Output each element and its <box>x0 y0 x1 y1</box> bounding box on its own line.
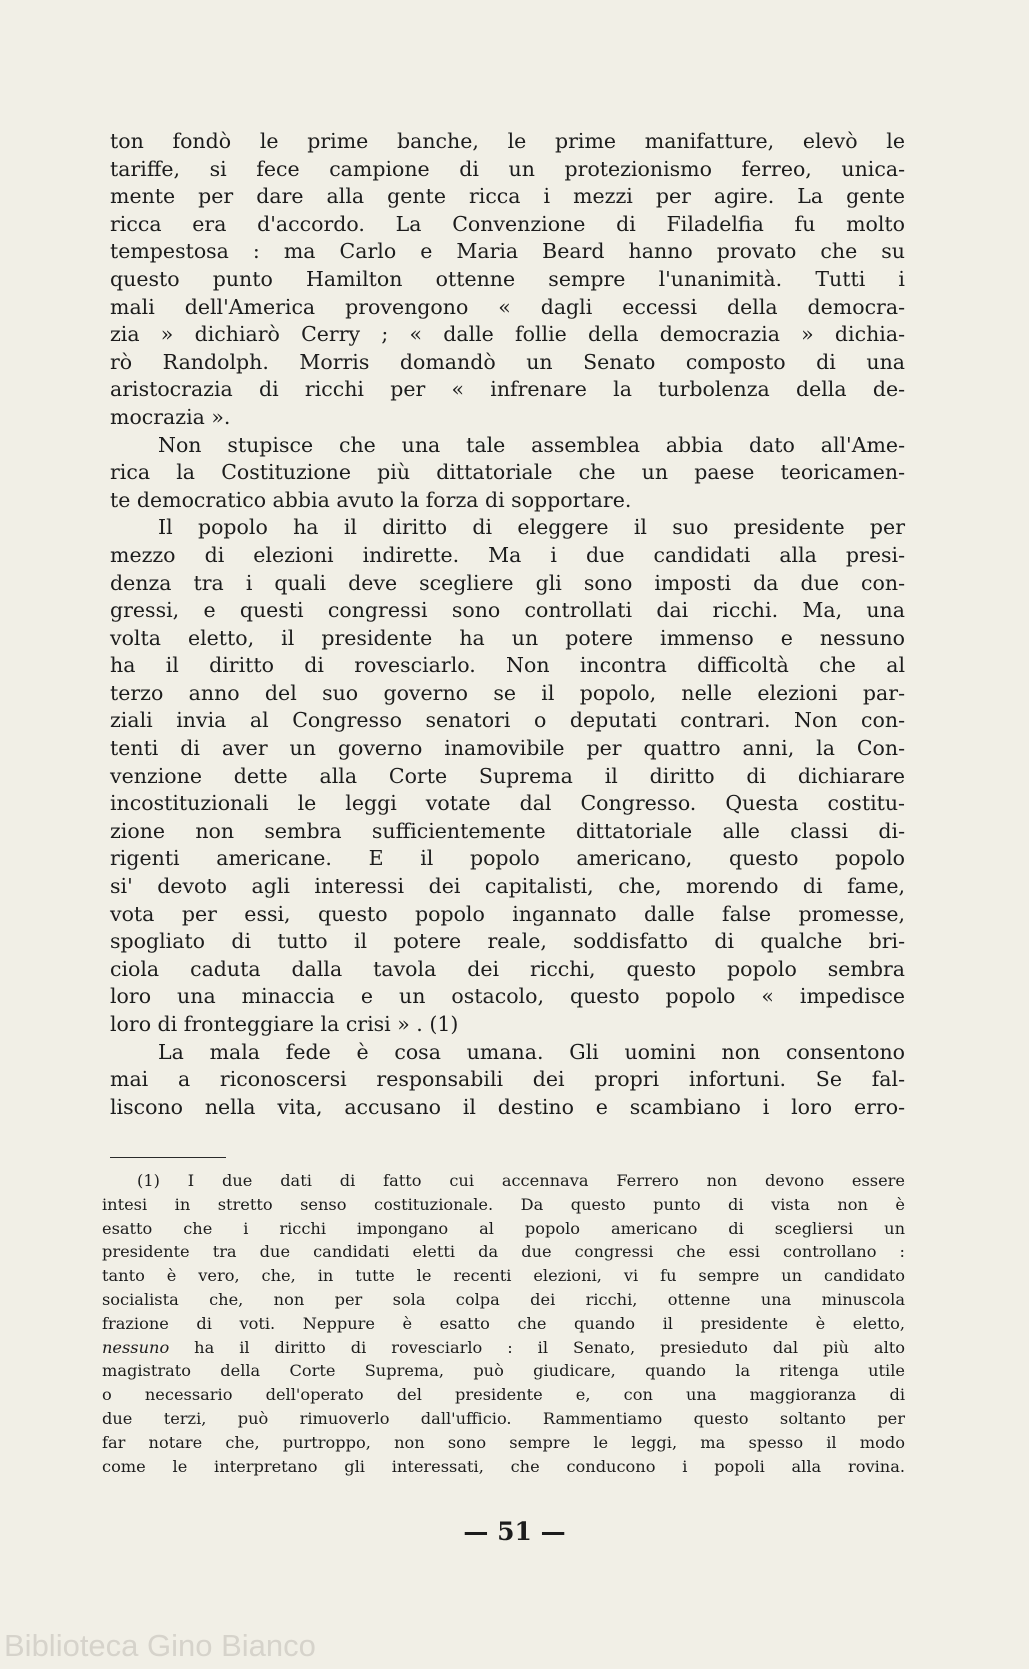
footnote-line: come le interpretano gli interessati, che conducono i popoli alla rovina. <box>102 1456 905 1476</box>
body-line: gressi, e questi congressi sono controllati dai ricchi. Ma, una <box>110 598 905 623</box>
body-line: tenti di aver un governo inamovibile per quattro anni, la Con- <box>110 736 905 761</box>
body-line: ricca era d'accordo. La Convenzione di Filadelfia fu molto <box>110 211 905 236</box>
body-line-indented: Il popolo ha il diritto di eleggere il suo presidente per <box>158 515 905 540</box>
footnote-line: socialista che, non per sola colpa dei ricchi, ottenne una minuscola <box>102 1289 905 1309</box>
body-line: spogliato di tutto il potere reale, soddisfatto di qualche bri- <box>110 929 905 954</box>
body-line: questo punto Hamilton ottenne sempre l'unanimità. Tutti i <box>110 266 905 291</box>
body-text <box>110 128 905 1121</box>
body-line-indented: La mala fede è cosa umana. Gli uomini non consentono <box>158 1039 905 1064</box>
body-line: mai a riconoscersi responsabili dei propri infortuni. Se fal- <box>110 1067 905 1092</box>
body-line: ziali invia al Congresso senatori o deputati contrari. Non con- <box>110 708 905 733</box>
body-line: tempestosa : ma Carlo e Maria Beard hanno provato che su <box>110 239 905 264</box>
body-line: incostituzionali le leggi votate dal Congresso. Questa costitu- <box>110 791 905 816</box>
body-line: loro una minaccia e un ostacolo, questo popolo « impedisce <box>110 984 905 1009</box>
body-line: mezzo di elezioni indirette. Ma i due candidati alla presi- <box>110 542 905 567</box>
body-line: ton fondò le prime banche, le prime manifatture, elevò le <box>110 129 905 153</box>
body-line: ciola caduta dalla tavola dei ricchi, questo popolo sembra <box>110 956 905 981</box>
body-line: rò Randolph. Morris domandò un Senato composto di una <box>110 349 905 374</box>
body-line: aristocrazia di ricchi per « infrenare la turbolenza della de- <box>110 377 905 402</box>
body-line: mocrazia ». <box>110 404 231 429</box>
footnote-line: o necessario dell'operato del presidente e, con una maggioranza di <box>102 1385 905 1405</box>
body-line: ha il diritto di rovesciarlo. Non incontra difficoltà che al <box>110 653 905 678</box>
footnote-line: nessuno ha il diritto di rovesciarlo : il Senato, presieduto dal più alto <box>102 1337 905 1357</box>
body-line: volta eletto, il presidente ha un potere immenso e nessuno <box>110 625 905 650</box>
body-line: rica la Costituzione più dittatoriale che un paese teoricamen- <box>110 460 905 485</box>
body-line: terzo anno del suo governo se il popolo, nelle elezioni par- <box>110 680 905 705</box>
footnote-line: far notare che, purtroppo, non sono sempre le leggi, ma spesso il modo <box>102 1432 905 1452</box>
body-line: rigenti americane. E il popolo americano, questo popolo <box>110 846 905 871</box>
body-line: tariffe, si fece campione di un protezionismo ferreo, unica- <box>110 156 905 181</box>
body-line: denza tra i quali deve scegliere gli sono imposti da due con- <box>110 570 905 595</box>
body-line: mente per dare alla gente ricca i mezzi per agire. La gente <box>110 184 905 209</box>
footnote-line: tanto è vero, che, in tutte le recenti elezioni, vi fu sempre un candidato <box>102 1266 905 1286</box>
body-line: te democratico abbia avuto la forza di sopportare. <box>110 487 632 512</box>
footnotes <box>102 1169 905 1478</box>
page-number: — 51 — <box>463 1517 566 1546</box>
body-line: venzione dette alla Corte Suprema il diritto di dichiarare <box>110 763 905 788</box>
body-line: loro di fronteggiare la crisi » . (1) <box>110 1012 459 1036</box>
body-line: zione non sembra sufficientemente dittatoriale alle classi di- <box>110 818 905 843</box>
body-line: liscono nella vita, accusano il destino e scambiano i loro erro- <box>110 1094 905 1119</box>
footnote-line: (1) I due dati di fatto cui accennava Ferrero non devono essere <box>137 1171 905 1190</box>
footnote-line: presidente tra due candidati eletti da due congressi che essi controllano : <box>102 1242 905 1262</box>
footnote-divider <box>110 1157 226 1158</box>
library-watermark: Biblioteca Gino Bianco <box>4 1628 316 1663</box>
footnote-line: intesi in stretto senso costituzionale. Da questo punto di vista non è <box>102 1194 905 1214</box>
body-line-indented: Non stupisce che una tale assemblea abbia dato all'Ame- <box>158 432 905 457</box>
footnote-line: frazione di voti. Neppure è esatto che quando il presidente è eletto, <box>102 1313 905 1333</box>
body-line: mali dell'America provengono « dagli eccessi della democra- <box>110 294 905 319</box>
body-line: zia » dichiarò Cerry ; « dalle follie della democrazia » dichia- <box>110 322 905 347</box>
footnote-line: due terzi, può rimuoverlo dall'ufficio. Rammentiamo questo soltanto per <box>102 1408 905 1428</box>
footnote-line: esatto che i ricchi impongano al popolo americano di scegliersi un <box>102 1218 905 1238</box>
body-line: si' devoto agli interessi dei capitalisti, che, morendo di fame, <box>110 874 905 899</box>
body-line: vota per essi, questo popolo ingannato dalle false promesse, <box>110 901 905 926</box>
footnote-line: magistrato della Corte Suprema, può giudicare, quando la ritenga utile <box>102 1361 905 1381</box>
